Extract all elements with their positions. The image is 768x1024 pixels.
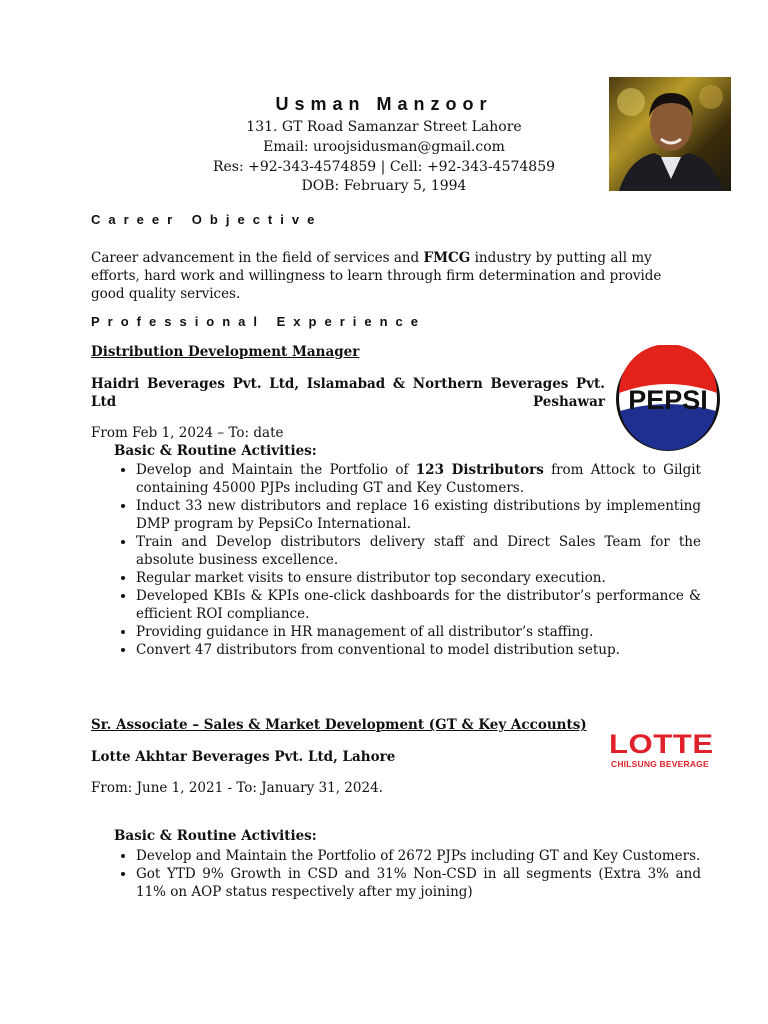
list-item: • Regular market visits to ensure distributor top secondary execution. bbox=[136, 569, 701, 587]
lotte-logo-text: LOTTE bbox=[609, 729, 714, 759]
career-objective-heading: Career Objective bbox=[91, 212, 323, 227]
activities-list-2 bbox=[114, 847, 701, 901]
date-of-birth: DOB: February 5, 1994 bbox=[301, 178, 467, 194]
phone-numbers: Res: +92-343-4574859 | Cell: +92-343-4574859 bbox=[212, 159, 556, 175]
job-title-1: Distribution Development Manager bbox=[91, 344, 360, 360]
company-2: Lotte Akhtar Beverages Pvt. Ltd, Lahore bbox=[91, 749, 396, 765]
professional-experience-heading: Professional Experience bbox=[91, 314, 427, 329]
activities-list-1 bbox=[114, 461, 701, 659]
list-item: • Developed KBIs & KPIs one-click dashboards for the distributor’s performance & efficient ROI compliance. bbox=[136, 587, 701, 623]
list-item: • Induct 33 new distributors and replace 16 existing distributions by implementing DMP program by PepsiCo International. bbox=[136, 497, 701, 533]
email: Email: uroojsidusman@gmail.com bbox=[263, 139, 505, 155]
pepsi-logo-text: PEPSI bbox=[628, 385, 708, 415]
lotte-logo bbox=[609, 731, 727, 769]
career-objective-text: Career advancement in the field of services and FMCG industry by putting all my efforts, hard work and willingness to learn through firm determination and provide good quality services. bbox=[91, 250, 662, 302]
list-item: • Develop and Maintain the Portfolio of 123 Distributors from Attock to Gilgit containing 45000 PJPs including GT and Key Customers. bbox=[136, 461, 701, 497]
profile-photo bbox=[609, 77, 731, 191]
list-item: • Got YTD 9% Growth in CSD and 31% Non-CSD in all segments (Extra 3% and 11% on AOP status respectively after my joining) bbox=[136, 865, 701, 901]
job-title-2: Sr. Associate – Sales & Market Development (GT & Key Accounts) bbox=[91, 717, 587, 733]
activities-label-1: Basic & Routine Activities: bbox=[114, 443, 317, 459]
list-item: • Convert 47 distributors from conventional to model distribution setup. bbox=[136, 641, 701, 659]
candidate-name: Usman Manzoor bbox=[275, 94, 493, 114]
list-item: • Providing guidance in HR management of all distributor’s staffing. bbox=[136, 623, 701, 641]
company-1: Haidri Beverages Pvt. Ltd, Islamabad & Northern Beverages Pvt. Ltd Peshawar bbox=[91, 376, 605, 410]
job-period-1: From Feb 1, 2024 – To: date bbox=[91, 425, 284, 441]
job-period-2: From: June 1, 2021 - To: January 31, 2024. bbox=[91, 780, 383, 796]
lotte-logo-subtext: CHILSUNG BEVERAGE bbox=[611, 759, 709, 769]
list-item: • Develop and Maintain the Portfolio of 2672 PJPs including GT and Key Customers. bbox=[136, 847, 701, 865]
activities-label-2: Basic & Routine Activities: bbox=[114, 828, 317, 844]
address: 131. GT Road Samanzar Street Lahore bbox=[246, 119, 522, 135]
list-item: • Train and Develop distributors delivery staff and Direct Sales Team for the absolute business excellence. bbox=[136, 533, 701, 569]
pepsi-logo bbox=[614, 345, 722, 453]
